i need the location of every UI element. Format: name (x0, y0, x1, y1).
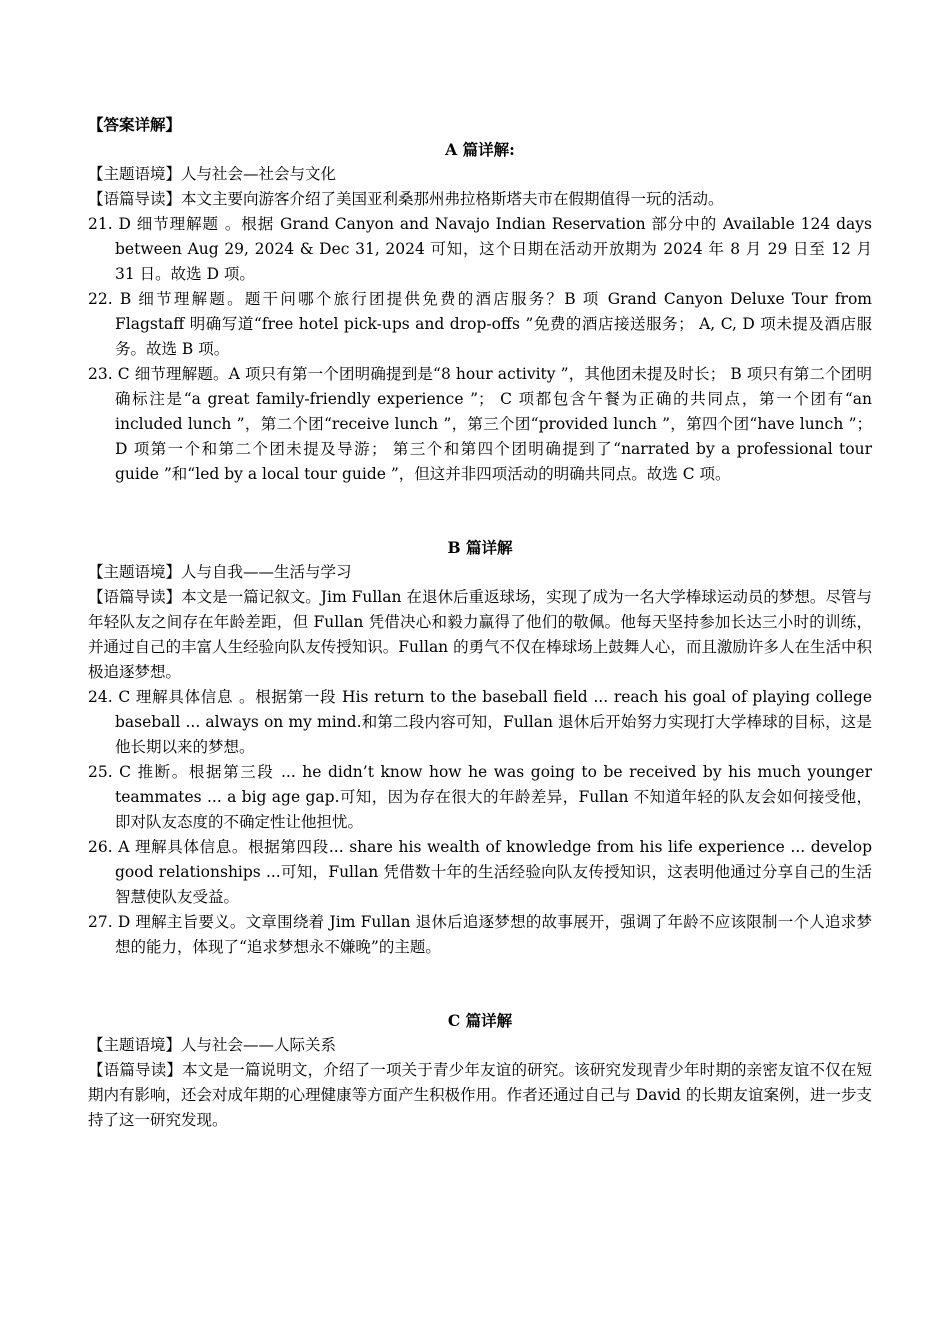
section-b-theme: 【主题语境】人与自我——生活与学习 (88, 563, 352, 581)
section-a-theme: 【主题语境】人与社会—社会与文化 (88, 165, 337, 183)
section-c-theme: 【主题语境】人与社会——人际关系 (88, 1036, 337, 1054)
answer-explanation-page (88, 112, 872, 1133)
section-c-guide: 【语篇导读】本文是一篇说明文，介绍了一项关于青少年友谊的研究。该研究发现青少年时期的亲密友谊不仅在短期内有影响，还会对成年期的心理健康等方面产生积极作用。作者还通过自己与 David 的长期友谊案例，进一步支持了这一研究发现。 (88, 1061, 872, 1129)
section-c-title: C 篇详解 (447, 1011, 513, 1030)
section-b-guide: 【语篇导读】本文是一篇记叙文。Jim Fullan 在退休后重返球场，实现了成为一名大学棒球运动员的梦想。尽管与年轻队友之间存在年龄差距，但 Fullan 凭借决心和毅力赢得了他们的敬佩。他每天坚持参加长达三小时的训练，并通过自己的丰富人生经验向队友传授知识。Fullan 的勇气不仅在棒球场上鼓舞人心，而且激励许多人在生活中积极追逐梦想。 (88, 588, 872, 681)
section-a-guide: 【语篇导读】本文主要向游客介绍了美国亚利桑那州弗拉格斯塔夫市在假期值得一玩的活动。 (88, 190, 724, 208)
question-24: 24. C 理解具体信息 。根据第一段 His return to the baseball field ... reach his goal of playing college baseball ... always on my mind.和第二段内容可知，Fullan 退休后开始努力实现打大学棒球的目标，这是他长期以来的梦想。 (88, 688, 872, 756)
section-a-title: A 篇详解: (445, 140, 515, 159)
question-22: 22. B 细节理解题。题干问哪个旅行团提供免费的酒店服务？B 项 Grand Canyon Deluxe Tour from Flagstaff 明确写道“free hotel pick-ups and drop-offs ”免费的酒店接送服务； A, C, D 项未提及酒店服务。故选 B 项。 (88, 290, 872, 358)
question-21: 21. D 细节理解题 。根据 Grand Canyon and Navajo Indian Reservation 部分中的 Available 124 days between Aug 29, 2024 & Dec 31, 2024 可知，这个日期在活动开放期为 2024 年 8 月 29 日至 12 月 31 日。故选 D 项。 (88, 215, 872, 283)
question-27: 27. D 理解主旨要义。文章围绕着 Jim Fullan 退休后追逐梦想的故事展开，强调了年龄不应该限制一个人追求梦想的能力，体现了“追求梦想永不嫌晚”的主题。 (88, 913, 872, 956)
spacer (88, 487, 872, 535)
page-heading: 【答案详解】 (88, 115, 182, 134)
section-b-title: B 篇详解 (447, 538, 513, 557)
question-25: 25. C 推断。根据第三段 ... he didn’t know how he was going to be received by his much younger teammates ... a big age gap.可知，因为存在很大的年龄差异，Fullan 不知道年轻的队友会如何接受他，即对队友态度的不确定性让他担忧。 (88, 763, 872, 831)
question-23: 23. C 细节理解题。A 项只有第一个团明确提到是“8 hour activity ”，其他团未提及时长； B 项只有第二个团明确标注是“a great family-friendly experience ”； C 项都包含午餐为正确的共同点，第一个团有“an included lunch ”，第二个团“receive lunch ”，第三个团“provided lunch ”，第四个团“have lunch ”； D 项第一个和第二个团未提及导游； 第三个和第四个团明确提到了“narrated by a professional tour guide ”和“led by a local tour guide ”，但这并非四项活动的明确共同点。故选 C 项。 (88, 365, 872, 483)
question-26: 26. A 理解具体信息。根据第四段... share his wealth of knowledge from his life experience ... develop good relationships ...可知，Fullan 凭借数十年的生活经验向队友传授知识，这表明他通过分享自己的生活智慧使队友受益。 (88, 838, 872, 906)
spacer (88, 960, 872, 1008)
